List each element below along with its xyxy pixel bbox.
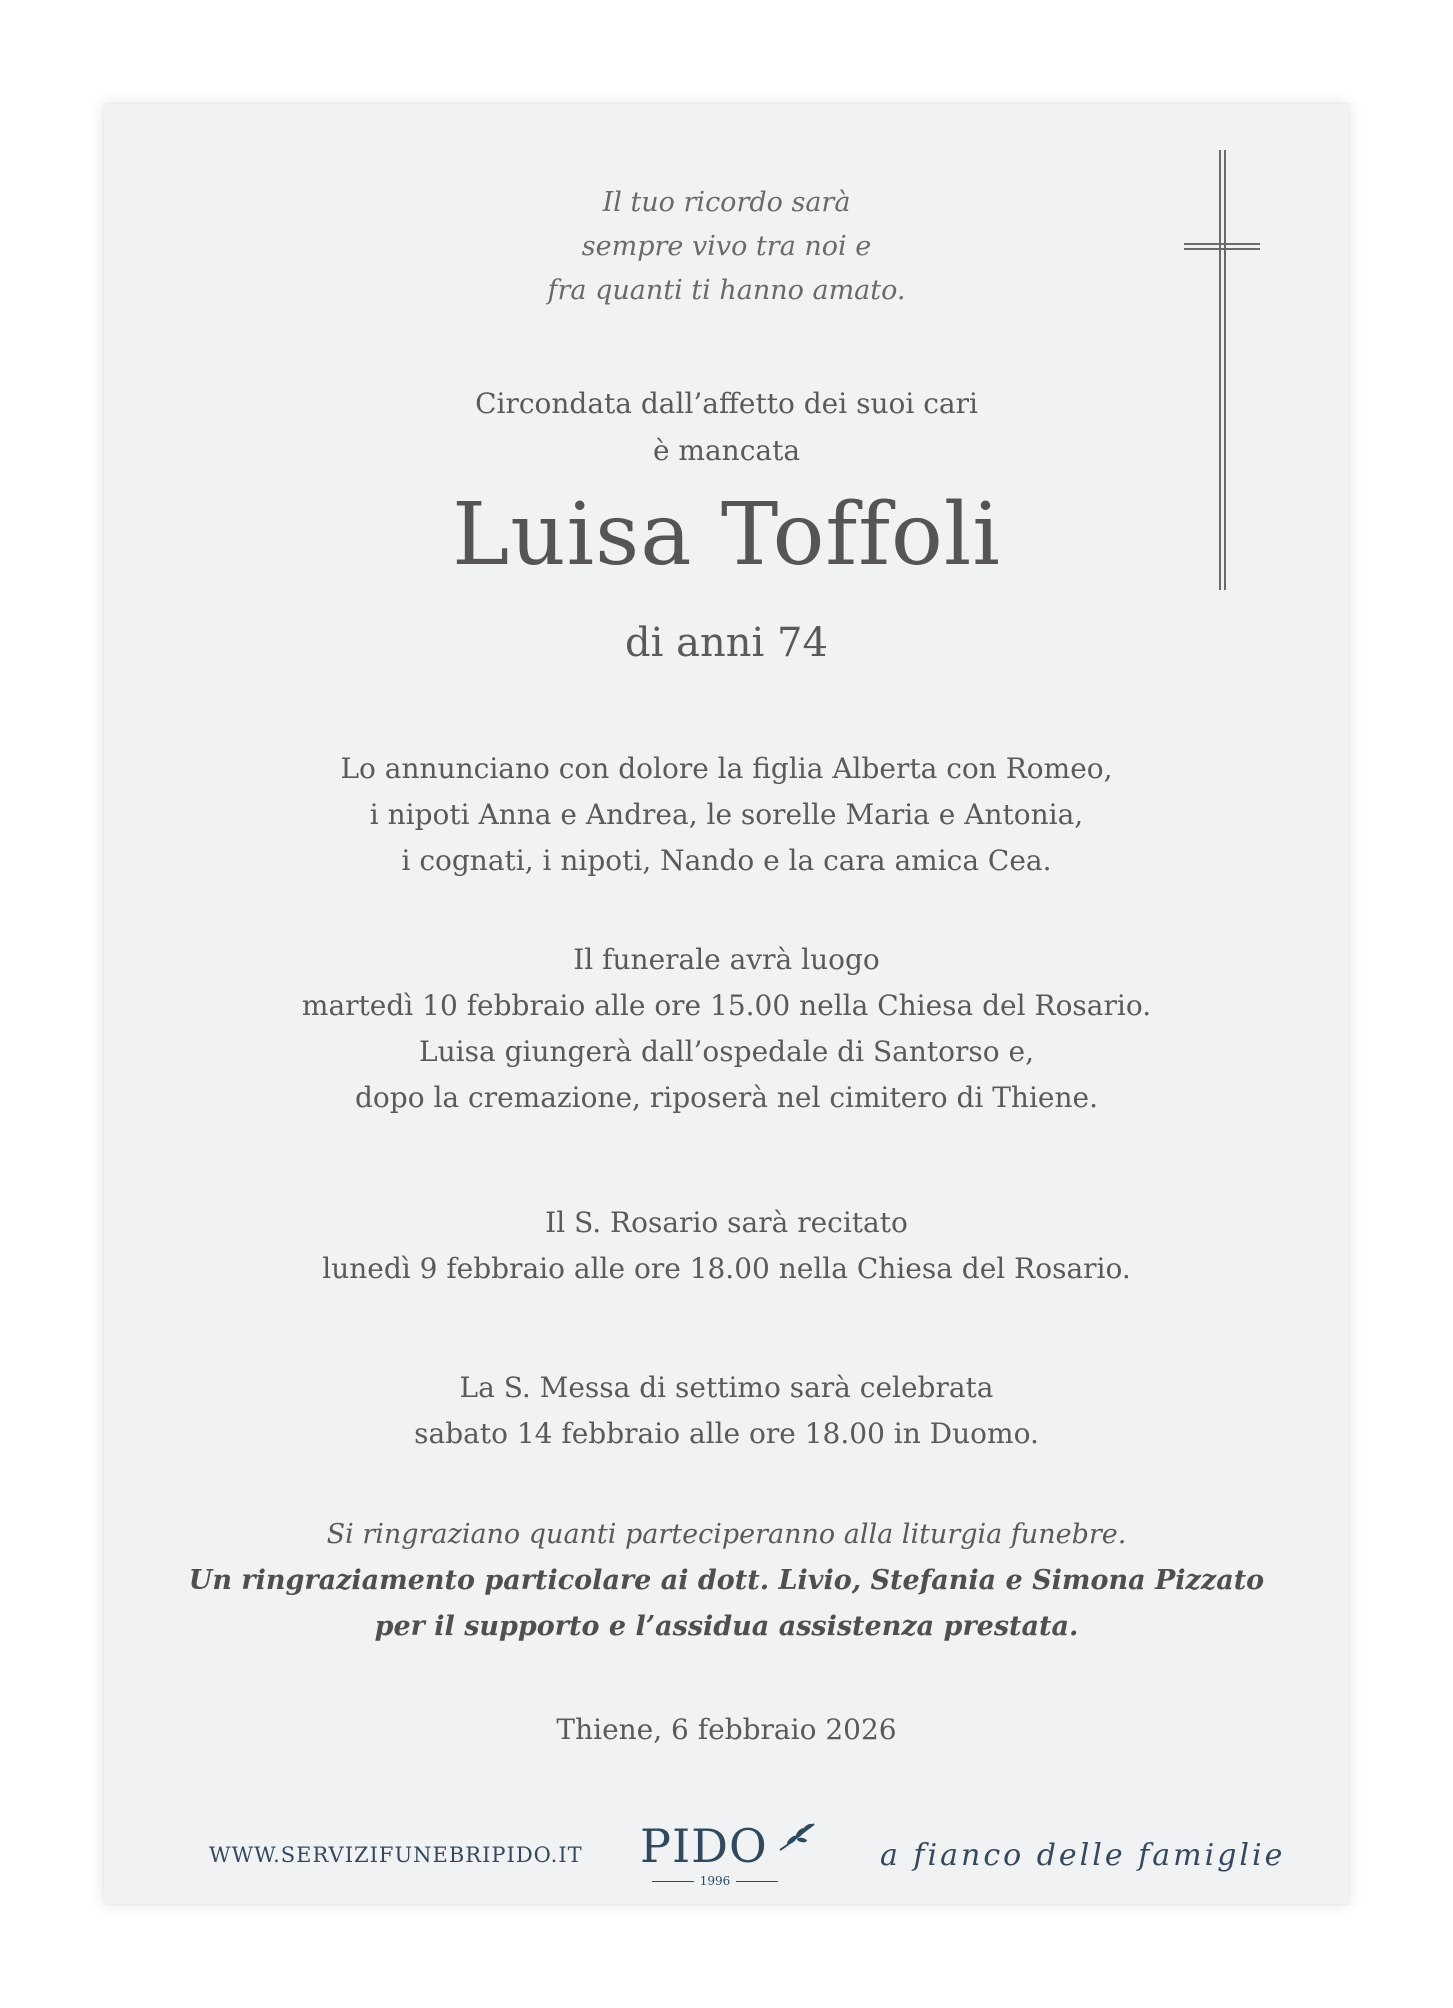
tagline: a fianco delle famiglie xyxy=(880,1838,1286,1873)
thanks-line: Un ringraziamento particolare ai dott. Livio, Stefania e Simona Pizzato xyxy=(188,1565,1265,1596)
thanks xyxy=(0,1512,1453,1650)
announcement-line: Lo annunciano con dolore la figlia Alberta con Romeo, xyxy=(340,752,1113,785)
epigraph xyxy=(0,181,1453,313)
brand-logo xyxy=(640,1818,820,1890)
epigraph-line: fra quanti ti hanno amato. xyxy=(547,275,906,306)
deceased-age: di anni 74 xyxy=(625,620,828,666)
intro-line: Circondata dall’affetto dei suoi cari xyxy=(475,387,978,420)
announcement-line: i cognati, i nipoti, Nando e la cara amica Cea. xyxy=(401,844,1052,877)
olive-branch-icon xyxy=(778,1820,818,1856)
epigraph-line: Il tuo ricordo sarà xyxy=(602,187,851,218)
rosary-line: lunedì 9 febbraio alle ore 18.00 nella Chiesa del Rosario. xyxy=(322,1252,1131,1285)
logo-year: 1996 xyxy=(640,1874,790,1888)
thanks-line: Si ringraziano quanti parteciperanno alla liturgia funebre. xyxy=(326,1519,1127,1550)
website-link[interactable]: WWW.SERVIZIFUNEBRIPIDO.IT xyxy=(209,1843,583,1867)
funeral-line: Luisa giungerà dall’ospedale di Santorso e, xyxy=(419,1035,1034,1068)
funeral-info xyxy=(0,937,1453,1121)
intro-line: è mancata xyxy=(652,434,801,467)
funeral-line: martedì 10 febbraio alle ore 15.00 nella Chiesa del Rosario. xyxy=(301,989,1152,1022)
rosary-info xyxy=(0,1200,1453,1292)
mass-line: La S. Messa di settimo sarà celebrata xyxy=(459,1371,994,1404)
thanks-line: per il supporto e l’assidua assistenza prestata. xyxy=(374,1611,1079,1642)
mass-info xyxy=(0,1365,1453,1457)
place-date: Thiene, 6 febbraio 2026 xyxy=(556,1713,897,1746)
announcement-line: i nipoti Anna e Andrea, le sorelle Maria e Antonia, xyxy=(369,798,1084,831)
intro xyxy=(0,380,1453,474)
funeral-line: Il funerale avrà luogo xyxy=(573,943,880,976)
logo-text: PIDO xyxy=(640,1819,768,1873)
funeral-line: dopo la cremazione, riposerà nel cimitero di Thiene. xyxy=(355,1081,1098,1114)
deceased-name: Luisa Toffoli xyxy=(452,485,1001,585)
mass-line: sabato 14 febbraio alle ore 18.00 in Duomo. xyxy=(414,1417,1039,1450)
epigraph-line: sempre vivo tra noi e xyxy=(581,231,872,262)
announcement xyxy=(0,746,1453,884)
rosary-line: Il S. Rosario sarà recitato xyxy=(545,1206,908,1239)
